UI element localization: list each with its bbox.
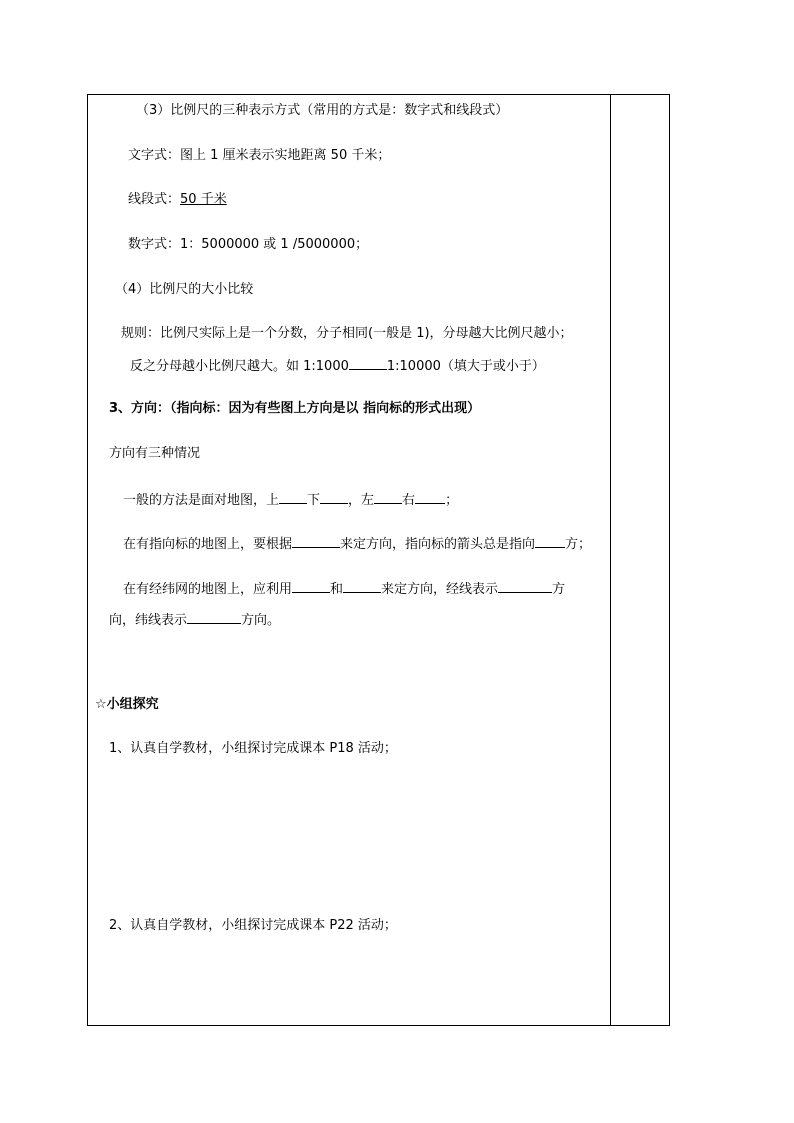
blank-right[interactable]	[415, 491, 445, 504]
grid-b: 和	[330, 582, 344, 597]
general-e: ；	[445, 493, 459, 508]
blank-grid-1[interactable]	[292, 580, 330, 593]
rule-line-1: 规则：比例尺实际上是一个分数，分子相同(一般是 1)，分母越大比例尺越小；	[121, 326, 573, 341]
rule-line-2-a: 反之分母越小比例尺越大。如 1:1000	[130, 359, 349, 374]
general-b: 下	[307, 493, 321, 508]
column-divider	[610, 95, 611, 1025]
rule-line-2-b: 1:10000（填大于或小于）	[386, 359, 545, 374]
blank-left[interactable]	[374, 491, 402, 504]
scale-heading: （3）比例尺的三种表示方式（常用的方式是：数字式和线段式）	[136, 103, 509, 118]
general-c: ，左	[348, 493, 375, 508]
blank-up[interactable]	[279, 491, 307, 504]
group-item-1: 1、认真自学教材，小组探讨完成课本 P18 活动；	[109, 741, 397, 756]
text-form: 文字式：图上 1 厘米表示实地距离 50 千米；	[128, 148, 391, 163]
blank-grid-2[interactable]	[343, 580, 381, 593]
arrow-a: 在有指向标的地图上，要根据	[123, 537, 293, 552]
blank-longitude[interactable]	[498, 580, 552, 593]
general-d: 右	[402, 493, 416, 508]
table-frame	[87, 94, 670, 1026]
grid-method-line-2	[109, 611, 280, 629]
arrow-method	[123, 535, 591, 553]
direction-intro: 方向有三种情况	[109, 446, 201, 461]
grid-c: 来定方向，经线表示	[381, 582, 499, 597]
general-a: 一般的方法是面对地图，上	[123, 493, 280, 508]
grid-a: 在有经纬网的地图上，应利用	[123, 582, 293, 597]
compare-heading: （4）比例尺的大小比较	[115, 282, 254, 297]
segment-form-label: 线段式：	[128, 192, 181, 207]
segment-form	[128, 192, 227, 208]
blank-compare[interactable]	[349, 357, 387, 370]
blank-latitude[interactable]	[187, 611, 241, 624]
arrow-c: 方；	[565, 537, 592, 552]
arrow-b: 来定方向，指向标的箭头总是指向	[340, 537, 536, 552]
numeric-form: 数字式：1：5000000 或 1 /5000000；	[128, 237, 369, 252]
blank-arrow-basis[interactable]	[292, 535, 340, 548]
grid-f: 方向。	[241, 613, 281, 628]
segment-form-value: 50 千米	[180, 192, 227, 207]
blank-arrow-direction[interactable]	[535, 535, 565, 548]
group-item-2: 2、认真自学教材，小组探讨完成课本 P22 活动；	[109, 918, 397, 933]
direction-heading: 3、方向：（指向标：因为有些图上方向是以 指向标的形式出现）	[109, 401, 481, 416]
general-method	[123, 491, 458, 509]
grid-e: 向，纬线表示	[109, 613, 188, 628]
group-heading: ☆小组探究	[95, 697, 159, 712]
grid-method-line-1	[123, 580, 565, 598]
grid-d: 方	[552, 582, 566, 597]
rule-line-2	[130, 357, 545, 375]
blank-down[interactable]	[320, 491, 348, 504]
